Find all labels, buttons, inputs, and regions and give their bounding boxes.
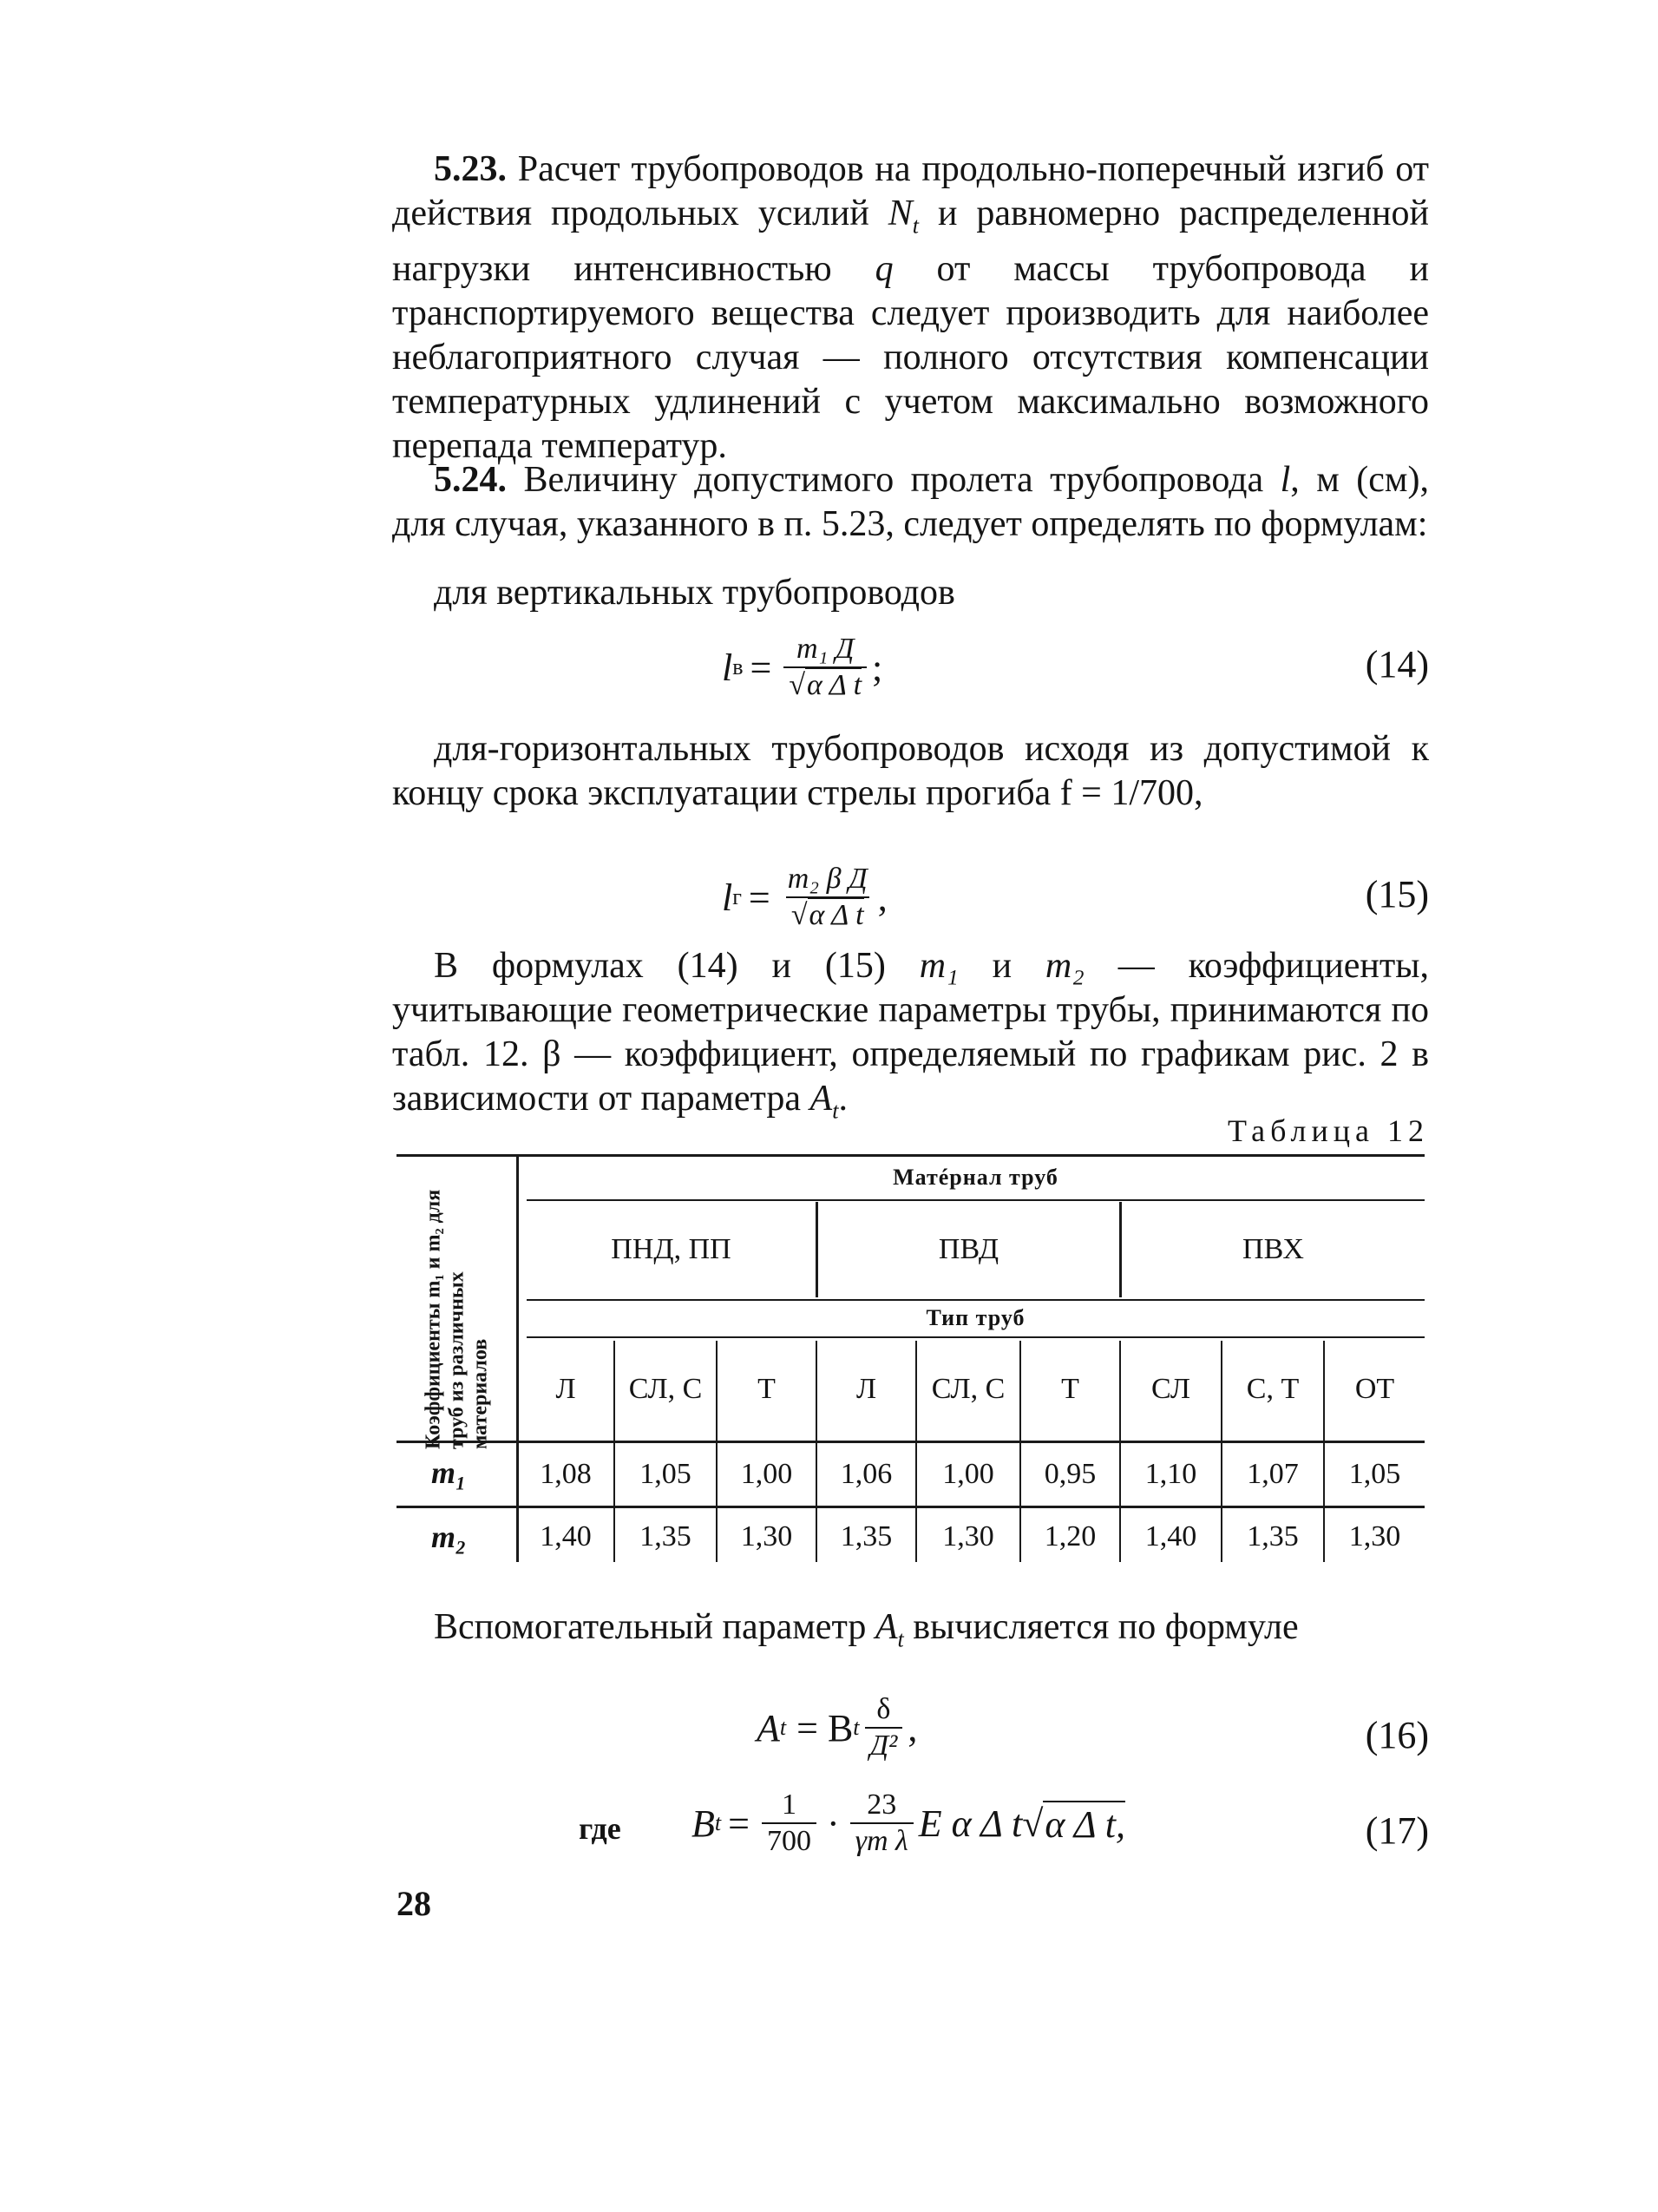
- denominator: √α Δ t: [783, 666, 867, 703]
- where-label: где: [579, 1811, 621, 1846]
- subscript: t: [897, 1626, 904, 1652]
- type-cell: СЛ, С: [628, 1373, 703, 1405]
- denominator: γт λ: [850, 1822, 914, 1859]
- paragraph-aux-parameter: [392, 1605, 1429, 1661]
- type-cell: Л: [855, 1373, 877, 1405]
- text: — коэффициенты, учитывающие геометрические параметры трубы, принимаются по табл. 12. β — коэффициент, определяемый по графикам рис. 2 в зависимости от параметра: [392, 946, 1429, 1119]
- equation-number: (17): [1365, 1809, 1429, 1852]
- corner-header: [396, 1163, 518, 1449]
- rule: [527, 1299, 1425, 1301]
- table-cell: 1,08: [540, 1458, 592, 1490]
- type-cell: Т: [1061, 1373, 1079, 1405]
- line-vertical-pipes: для вертикальных трубопроводов: [434, 573, 955, 613]
- table-cell: 1,05: [639, 1458, 691, 1490]
- table-cell: 1,40: [1144, 1520, 1197, 1552]
- eq-subscript: t: [779, 1715, 787, 1740]
- paragraph-formulas: [392, 944, 1429, 1132]
- table-cell: 1,30: [740, 1520, 793, 1552]
- fraction: [865, 1692, 903, 1763]
- eq-lhs: l: [722, 876, 733, 919]
- eq-subscript: г: [732, 884, 742, 909]
- variable: A: [875, 1607, 898, 1647]
- text: .: [838, 1079, 848, 1119]
- row-label-m2: m₂: [431, 1520, 467, 1554]
- radicand: α Δ t,: [1043, 1801, 1125, 1847]
- text: Вспомогательный параметр: [434, 1607, 875, 1647]
- subscript: t: [832, 1098, 839, 1124]
- eq-rhs: = B: [796, 1706, 854, 1749]
- table-cell: 1,10: [1144, 1458, 1197, 1490]
- text: вычисляется по формуле: [903, 1607, 1299, 1647]
- equation-expression: l в = $\frac{\text{m₁ Д}}{\text{√α Δ t}}$ ;: [722, 633, 883, 701]
- radicand: α Δ t: [809, 899, 864, 931]
- type-cell: С, Т: [1246, 1373, 1300, 1405]
- table-cell: 1,00: [740, 1458, 793, 1490]
- equation-number: (15): [1365, 873, 1429, 916]
- type-cell: Т: [757, 1373, 776, 1405]
- radicand: α Δ t: [807, 669, 862, 701]
- equation-15: [392, 855, 1429, 942]
- table-cell: 1,30: [1348, 1520, 1401, 1552]
- material-header: Матéрнал труб: [893, 1165, 1058, 1190]
- text: и: [958, 946, 1045, 986]
- equation-expression: [757, 1692, 917, 1763]
- eq-term: E α Δ t: [918, 1802, 1023, 1845]
- table-cell: 1,35: [840, 1520, 893, 1552]
- table-cell: 1,00: [942, 1458, 994, 1490]
- equals-sign: =: [728, 1802, 750, 1845]
- type-cell: СЛ: [1151, 1373, 1190, 1405]
- variable: A: [809, 1079, 833, 1119]
- equation-17: [392, 1788, 1429, 1874]
- text: В формулах (14) и (15): [434, 946, 920, 986]
- denominator: 700: [762, 1822, 816, 1859]
- row-label-m1: m₁: [431, 1455, 467, 1490]
- type-cell: СЛ, С: [931, 1373, 1006, 1405]
- equation-expression: B t = $\frac{1}{700}$ · $\frac{23}{\text{γт λ}}$ E α Δ t √ α Δ t,: [691, 1789, 1125, 1857]
- variable: m₁: [919, 946, 959, 986]
- eq-lhs: B: [691, 1802, 715, 1845]
- equation-number: (14): [1365, 643, 1429, 686]
- material-col: ПНД, ПП: [611, 1233, 731, 1265]
- eq-subscript: t: [853, 1715, 860, 1740]
- paragraph-5-23: [392, 148, 1429, 469]
- rule: [527, 1199, 1425, 1201]
- fraction: [850, 1788, 914, 1859]
- equation-16: [392, 1692, 1429, 1779]
- eq-punct: ,: [877, 876, 888, 919]
- eq-subscript: в: [732, 654, 744, 679]
- rule: [527, 1336, 1425, 1338]
- section-number: 5.24.: [434, 460, 507, 500]
- denominator: Д²: [865, 1727, 903, 1763]
- material-col: ПВХ: [1242, 1233, 1304, 1265]
- text: и равномерно распределенной нагрузки интенсивностью: [392, 194, 1429, 290]
- numerator: δ: [876, 1693, 891, 1725]
- table-cell: 0,95: [1044, 1458, 1097, 1490]
- eq-subscript: t: [714, 1810, 722, 1835]
- text: Расчет трубопроводов на продольно-поперечный изгиб от действия продольных усилий: [392, 149, 1429, 233]
- text: , м (см), для случая, указанного в п. 5.23, следует определять по формулам:: [392, 460, 1429, 544]
- eq-punct: ,: [908, 1706, 918, 1749]
- table-cell: 1,35: [1247, 1520, 1299, 1552]
- table-cell: 1,05: [1348, 1458, 1401, 1490]
- numerator: 23: [867, 1789, 897, 1821]
- table-cell: 1,20: [1044, 1520, 1097, 1552]
- dot: ·: [826, 1802, 840, 1845]
- equation-number: (16): [1365, 1714, 1429, 1756]
- paragraph-horizontal: для-горизонтальных трубопроводов исходя из допустимой к концу срока эксплуатации стрелы прогиба f = 1/700,: [392, 729, 1429, 813]
- material-col: ПВД: [938, 1233, 999, 1265]
- variable: l: [1280, 460, 1291, 500]
- paragraph-5-24: [392, 458, 1429, 547]
- numerator: m₁ Д: [796, 633, 855, 665]
- section-number: 5.23.: [434, 149, 507, 189]
- page-number: 28: [396, 1884, 431, 1923]
- table-cell: 1,07: [1247, 1458, 1299, 1490]
- eq-lhs: A: [757, 1706, 780, 1749]
- rule: [396, 1506, 1425, 1508]
- text: от массы трубопровода и транспортируемого вещества следует производить для наиболее неблагоприятного случая — полного отсутствия компенсации температурных удлинений с учетом максимально возможного перепада температур.: [392, 249, 1429, 467]
- eq-punct: ;: [872, 646, 883, 689]
- corner-header-text: Коэффициенты m₁ и m₂ для труб из различных материалов: [422, 1189, 492, 1449]
- equation-14: [392, 625, 1429, 712]
- type-header: Тип труб: [926, 1305, 1026, 1330]
- text: Величину допустимого пролета трубопровода: [507, 460, 1281, 500]
- fraction: [783, 632, 867, 703]
- numerator: m₂ β Д: [787, 863, 868, 895]
- equation-expression: l г = $\frac{\text{m₂ β Д}}{\text{√α Δ t}}$ ,: [722, 863, 888, 931]
- fraction: [762, 1788, 816, 1859]
- eq-lhs: l: [722, 646, 733, 689]
- table-label: Таблица 12: [1228, 1113, 1429, 1148]
- variable: m₂: [1045, 946, 1085, 986]
- fraction: [783, 862, 873, 933]
- type-cell: ОТ: [1354, 1373, 1395, 1405]
- table-cell: 1,40: [540, 1520, 592, 1552]
- table-cell: 1,06: [840, 1458, 893, 1490]
- rule: [396, 1441, 1425, 1443]
- type-cell: Л: [555, 1373, 576, 1405]
- coefficients-table: [396, 1154, 1425, 1562]
- table-top-rule: [396, 1154, 1425, 1157]
- variable: N: [888, 194, 913, 233]
- table-cell: 1,35: [639, 1520, 691, 1552]
- denominator: √α Δ t: [786, 896, 869, 933]
- variable: q: [875, 249, 894, 290]
- subscript: t: [912, 213, 920, 239]
- numerator: 1: [781, 1789, 796, 1821]
- table-cell: 1,30: [942, 1520, 994, 1552]
